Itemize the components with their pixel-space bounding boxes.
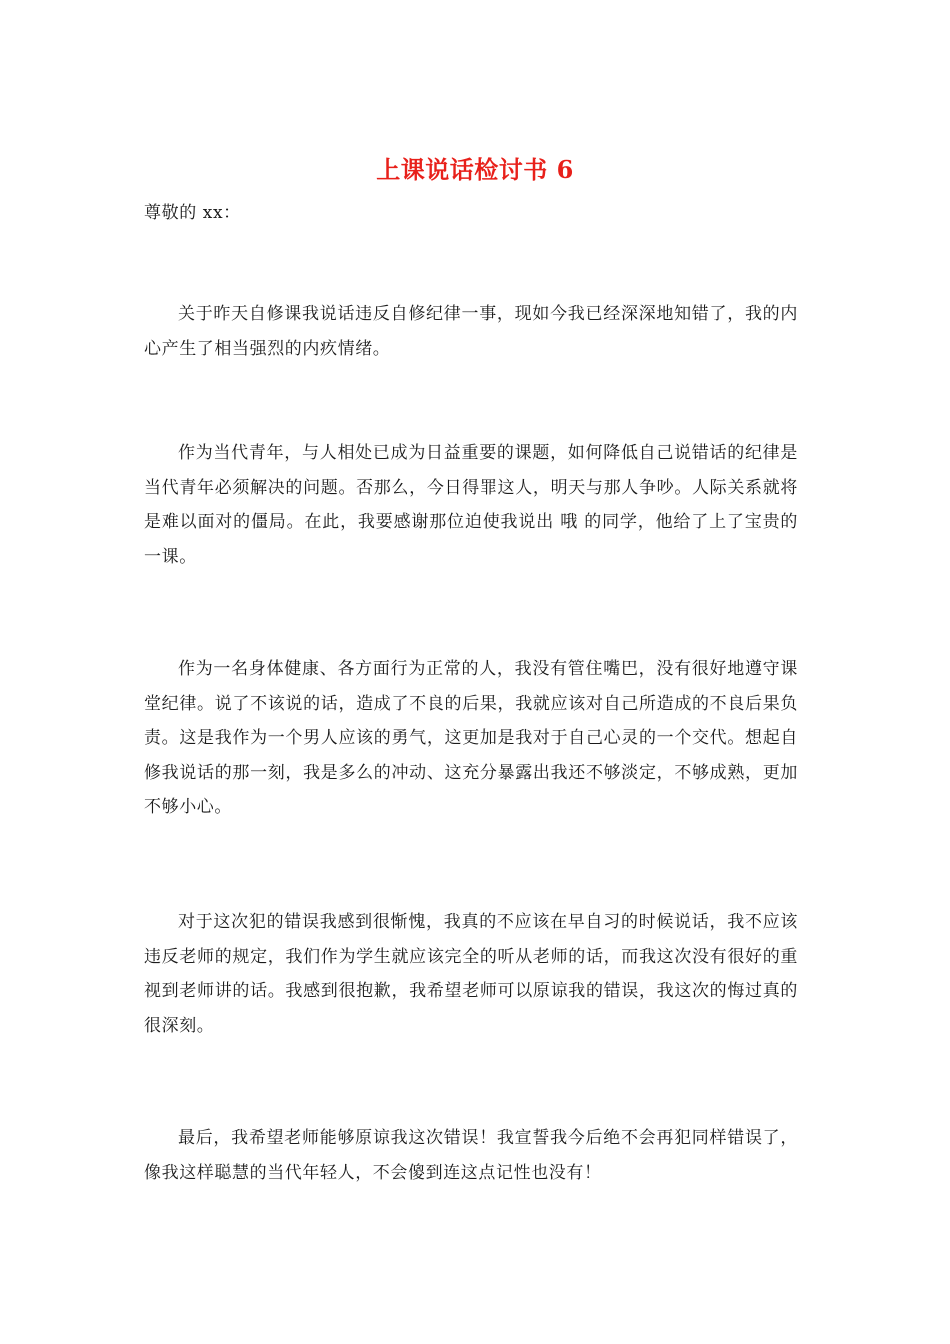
salutation: 尊敬的 xx： [144, 203, 241, 223]
paragraph-4: 对于这次犯的错误我感到很惭愧，我真的不应该在早自习的时候说话，我不应该违反老师的规定，我们作为学生就应该完全的听从老师的话，而我这次没有很好的重视到老师讲的话。我感到很抱歉，我希望老师可以原谅我的错误，我这次的悔过真的很深刻。 [144, 912, 798, 1036]
paragraph-1: 关于昨天自修课我说话违反自修纪律一事，现如今我已经深深地知错了，我的内心产生了相当强烈的内疚情绪。 [144, 304, 798, 359]
paragraph-2: 作为当代青年，与人相处已成为日益重要的课题，如何降低自己说错话的纪律是当代青年必须解决的问题。否那么，今日得罪这人，明天与那人争吵。人际关系就将是难以面对的僵局。在此，我要感谢那位迫使我说出 哦 的同学，他给了上了宝贵的一课。 [144, 443, 798, 567]
document-title: 上课说话检讨书 6 [376, 155, 574, 184]
paragraph-3: 作为一名身体健康、各方面行为正常的人，我没有管住嘴巴，没有很好地遵守课堂纪律。说了不该说的话，造成了不良的后果，我就应该对自己所造成的不良后果负责。这是我作为一个男人应该的勇气，这更加是我对于自己心灵的一个交代。想起自修我说话的那一刻，我是多么的冲动、这充分暴露出我还不够淡定，不够成熟，更加不够小心。 [144, 659, 798, 817]
paragraph-5: 最后，我希望老师能够原谅我这次错误！我宣誓我今后绝不会再犯同样错误了，像我这样聪慧的当代年轻人，不会傻到连这点记性也没有！ [144, 1128, 798, 1183]
